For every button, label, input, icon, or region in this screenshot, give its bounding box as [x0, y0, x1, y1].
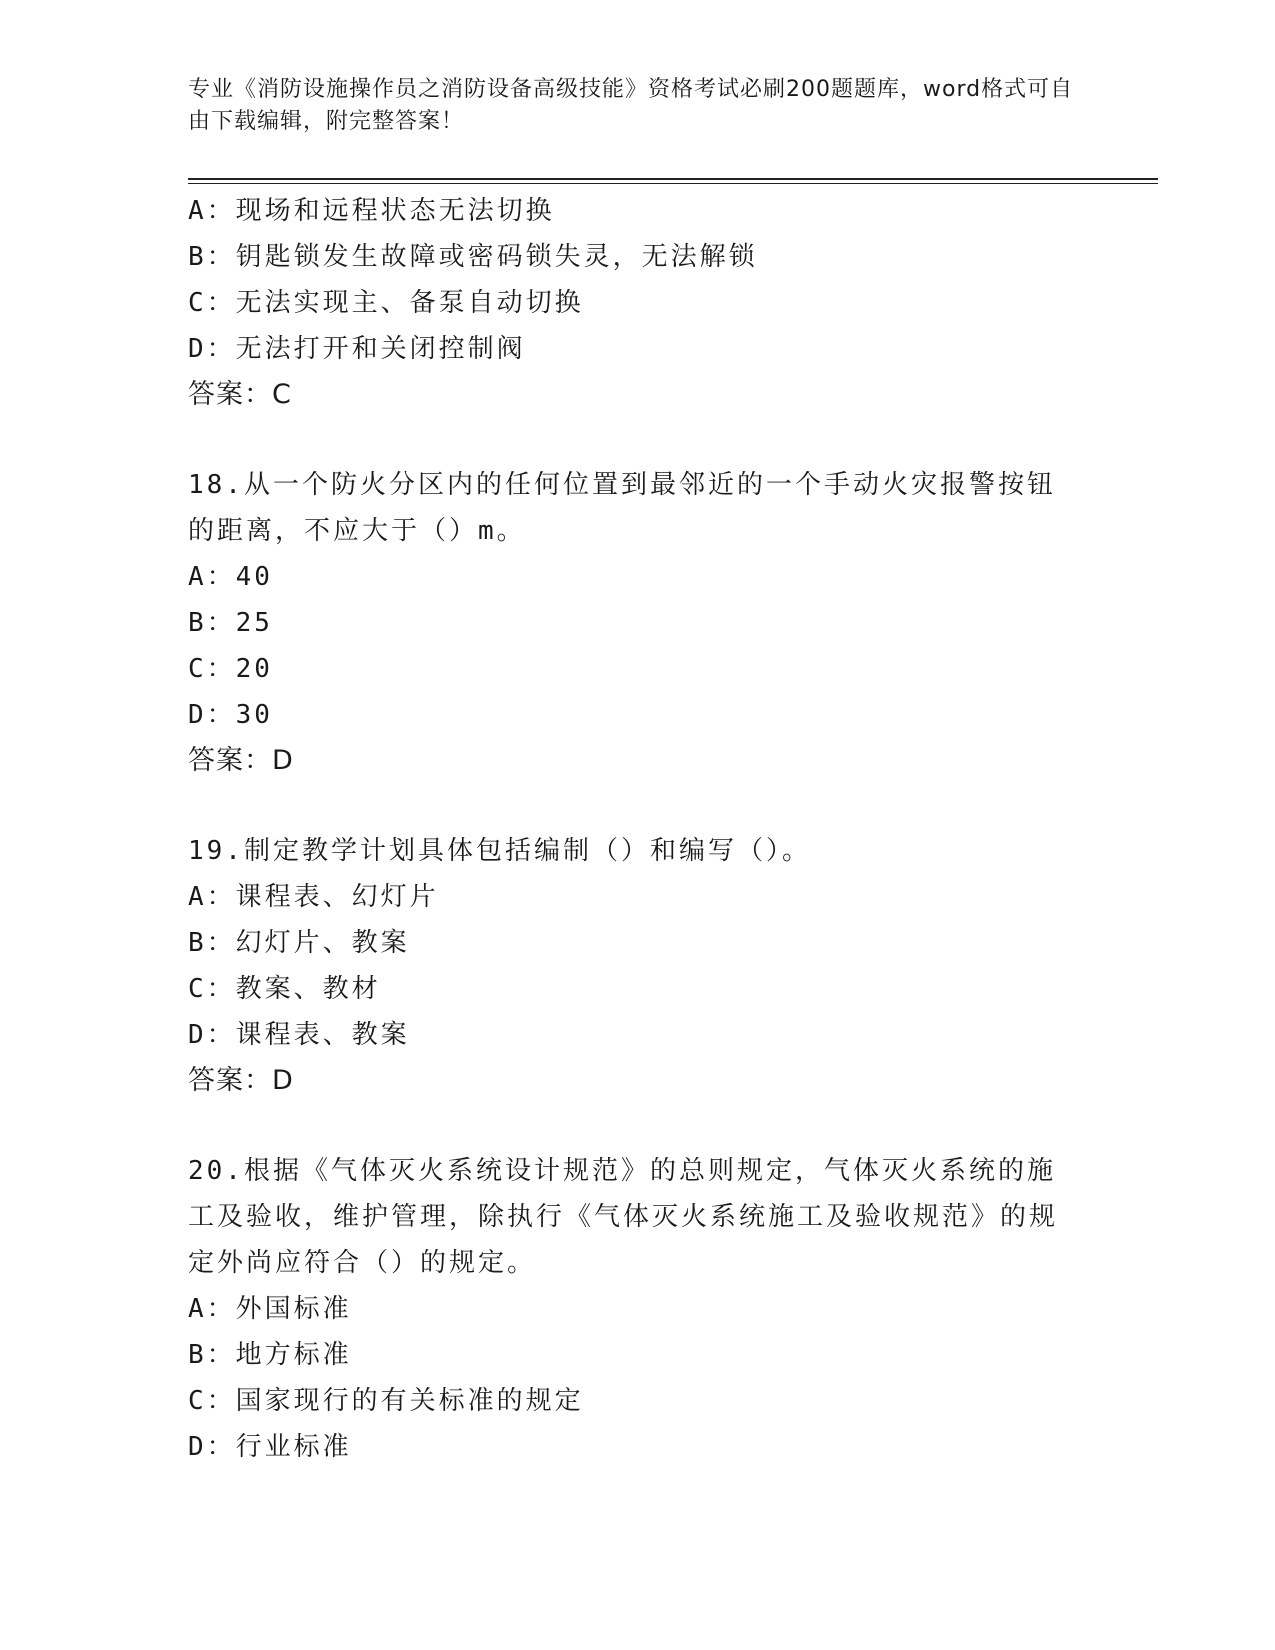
option-b: B：幻灯片、教案 [188, 928, 410, 958]
question-stem: 18.从一个防火分区内的任何位置到最邻近的一个手动火灾报警按钮的距离，不应大于（）m。 [188, 470, 1056, 546]
question-stem: 20.根据《气体灭火系统设计规范》的总则规定，气体灭火系统的施工及验收，维护管理，除执行《气体灭火系统施工及验收规范》的规定外尚应符合（）的规定。 [188, 1156, 1059, 1278]
option-c: C：国家现行的有关标准的规定 [188, 1386, 584, 1416]
option-d: D：课程表、教案 [188, 1020, 410, 1050]
answer: 答案：C [188, 379, 292, 410]
option-a: A：课程表、幻灯片 [188, 882, 439, 912]
question-19 [188, 828, 1088, 1104]
option-d: D：无法打开和关闭控制阀 [188, 334, 526, 364]
question-content [188, 188, 1088, 1470]
option-c: C：无法实现主、备泵自动切换 [188, 288, 584, 318]
option-a: A：40 [188, 562, 273, 592]
spacer [188, 1104, 1088, 1148]
question-20 [188, 1148, 1088, 1470]
option-b: B：25 [188, 608, 273, 638]
question-stem: 19.制定教学计划具体包括编制（）和编写（）。 [188, 836, 811, 866]
option-a: A：现场和远程状态无法切换 [188, 196, 555, 226]
option-c: C：教案、教材 [188, 974, 381, 1004]
option-d: D：行业标准 [188, 1432, 352, 1462]
spacer [188, 418, 1088, 462]
answer: 答案：D [188, 745, 294, 776]
header-rule-thin [188, 183, 1158, 184]
question-18 [188, 462, 1088, 784]
option-c: C：20 [188, 654, 273, 684]
spacer [188, 784, 1088, 828]
header-rule-thick [188, 178, 1158, 180]
page-header: 专业《消防设施操作员之消防设备高级技能》资格考试必刷200题题库，word格式可自由下载编辑，附完整答案！ [188, 77, 1074, 134]
option-b: B：钥匙锁发生故障或密码锁失灵，无法解锁 [188, 242, 758, 272]
question-17 [188, 188, 1088, 418]
option-d: D：30 [188, 700, 273, 730]
option-a: A：外国标准 [188, 1294, 352, 1324]
option-b: B：地方标准 [188, 1340, 352, 1370]
answer: 答案：D [188, 1065, 294, 1096]
